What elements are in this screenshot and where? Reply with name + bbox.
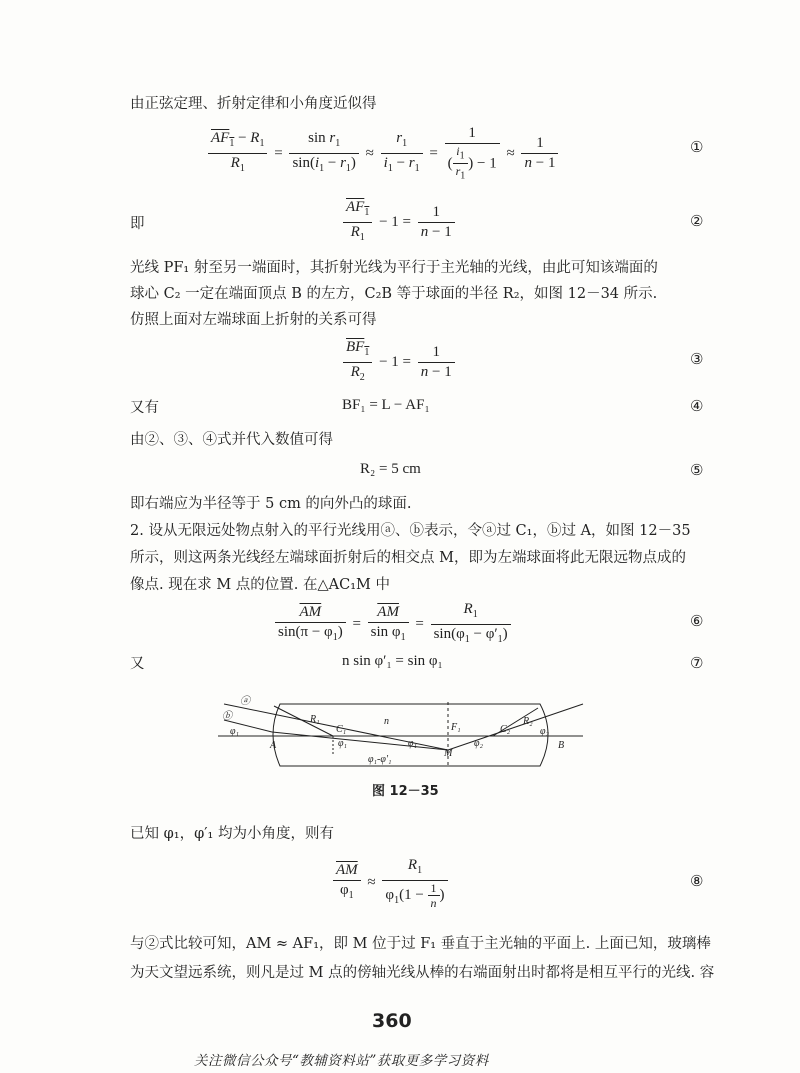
equation-2: $\frac{AF_1}{R_1}$ − 1 = $\frac{1}{n - 1}$ [340,198,458,247]
equation-number: ⑥ [690,612,704,630]
paragraph: 仿照上面对左端球面上折射的关系可得 [130,312,377,328]
label-C1: C₁ [336,724,347,735]
figure-caption: 图 12－35 [372,784,439,799]
label-C2: C₂ [500,724,511,735]
equation-number: ⑧ [690,872,704,890]
equation-4: BF₁ = L − AF₁ [342,397,430,413]
paragraph: 由②、③、④式并代入数值可得 [130,432,333,448]
equation-number: ④ [690,397,704,415]
equation-1: $\frac{AF_1 - R_1}{R_1}$ = $\frac{\sin r_1}{\sin(i_1 - r_1)}$ ≈ $\frac{r_1}{i_1 - r_1}$ = 1 ( $\frac{i_1}{r_1}$ ) − 1 ≈ $\frac{1}{n - 1}$ [205,124,561,184]
paragraph: 即右端应为半径等于 5 cm 的向外凸的球面. [130,496,412,512]
paragraph: 为天文望远系统，则凡是过 M 点的傍轴光线从棒的右端面射出时都将是相互平行的光线. 容 [130,965,715,981]
equation-number: ⑦ [690,654,704,672]
paragraph: 已知 φ₁，φ′₁ 均为小角度，则有 [130,826,334,842]
label-ray-b: ⓑ [222,711,232,722]
page-number: 360 [372,1010,412,1032]
paragraph: 像点. 现在求 M 点的位置. 在△AC₁M 中 [130,577,390,593]
paragraph: 2. 设从无限远处物点射入的平行光线用ⓐ、ⓑ表示，令ⓐ过 C₁，ⓑ过 A，如图 12－35 [130,523,691,539]
equation-3: $\frac{BF_1}{R_2}$ − 1 = $\frac{1}{n - 1}$ [340,338,458,387]
label-phi1-mid: φ₁ [338,738,348,749]
paragraph: 光线 PF₁ 射至另一端面时，其折射光线为平行于主光轴的光线，由此可知该端面的 [130,260,658,276]
label-F1: F₁ [451,722,461,733]
label-phi2: φ₂ [474,738,484,749]
label-n: n [384,716,389,727]
label-ji: 即 [130,216,145,232]
ray-b-refracted [272,732,448,750]
label-youyou: 又有 [130,400,159,416]
label-ray-a: ⓐ [240,696,250,707]
radius-R1 [274,706,333,736]
optics-figure [218,694,588,776]
label-phi1-left: φ₁ [230,726,240,737]
label-phi-diff: φ₁-φ′₁ [368,754,392,765]
equation-8: $\frac{\overline{AM}}{\varphi_1}$ ≈ $R_1$ $\varphi_1(1$ − $\frac{1}{n}$ ) [330,856,451,910]
footer-note: 关注微信公众号“教辅资料站”获取更多学习资料 [194,1053,489,1069]
equation-6: $\frac{\overline{AM}}{\sin(\pi - \varphi_1)}$ = $\frac{\overline{AM}}{\sin \varphi_1}$ = $\frac{R_1}{\sin(\varphi_1 - \varphi'_1)}$ [272,600,514,649]
label-R1: R₁ [310,714,320,725]
equation-7: n sin φ′₁ = sin φ₁ [342,653,443,669]
paragraph: 与②式比较可知，AM ≈ AF₁，即 M 位于过 F₁ 垂直于主光轴的平面上. 上面已知，玻璃棒 [130,936,711,952]
label-phi1-right: φ₁ [408,738,418,749]
equation-5: R₂ = 5 cm [360,461,421,477]
equation-number: ① [690,138,704,156]
paragraph: 所示，则这两条光线经左端球面折射后的相交点 M，即为左端球面将此无限远物点成的 [130,550,686,566]
label-A: A [270,740,277,751]
label-B: B [558,740,565,751]
label-you: 又 [130,656,145,672]
label-M: M [444,748,453,759]
equation-number: ⑤ [690,461,704,479]
paragraph: 由正弦定理、折射定律和小角度近似得 [130,96,377,112]
label-phi2-exit: φ₂ [540,726,550,737]
label-R2: R₂ [523,716,533,727]
equation-number: ② [690,212,704,230]
equation-number: ③ [690,350,704,368]
paragraph: 球心 C₂ 一定在端面顶点 B 的左方，C₂B 等于球面的半径 R₂，如图 12－34 所示. [130,286,658,302]
